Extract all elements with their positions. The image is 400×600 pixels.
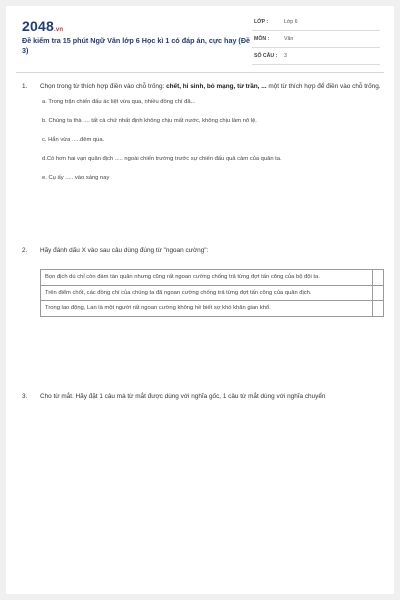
- question-text-pre: Chọn trong từ thích hợp điền vào chỗ trống:: [40, 83, 167, 90]
- table-row: [41, 270, 384, 286]
- option-d: d.Có hơn hai vạn quân địch ..... ngoài chiến trường trước sự chiến đấu quả cảm của quân ta.: [42, 155, 282, 162]
- logo-tld: .vn: [53, 27, 64, 33]
- question-2: [22, 246, 382, 256]
- logo-text: 2048: [22, 18, 54, 34]
- meta-row-class: [252, 16, 380, 31]
- table-row: [41, 301, 384, 317]
- question-number: 1.: [22, 83, 28, 90]
- question-text-bold: chết, hi sinh, bỏ mạng, từ trần, ...: [166, 83, 267, 90]
- statement-text: Trong lao động, Lan là một người rất ngoan cường không hề biết sợ khó khăn gian khổ.: [41, 301, 373, 317]
- option-a: a. Trong trận chiến đấu ác liệt vừa qua, nhiều đồng chí đã...: [42, 98, 196, 105]
- site-logo[interactable]: [22, 18, 63, 34]
- header-divider: [16, 72, 384, 73]
- answer-checkbox[interactable]: [373, 301, 384, 317]
- question-number: 3.: [22, 393, 28, 400]
- exam-page: [6, 6, 394, 594]
- question-text: [40, 82, 382, 92]
- answer-checkbox[interactable]: [373, 285, 384, 301]
- exam-title: Đề kiểm tra 15 phút Ngữ Văn lớp 6 Học kì 1 có đáp án, cực hay (Đề 3): [22, 36, 251, 55]
- meta-row-count: [252, 50, 380, 65]
- option-b: b. Chúng ta thà .... tất cả chứ nhất định không chịu mất nước, không chịu làm nô lệ.: [42, 117, 257, 124]
- question-3: [22, 392, 382, 402]
- meta-value: 3: [284, 53, 287, 59]
- exam-header: [6, 6, 394, 76]
- answer-checkbox[interactable]: [373, 270, 384, 286]
- question-text: Cho từ mắt. Hãy đặt 1 câu mà từ mắt được dùng với nghĩa gốc, 1 câu từ mắt dùng với nghĩa chuyển: [40, 393, 326, 400]
- meta-value: Văn: [284, 36, 294, 42]
- statement-text: Bọn địch dù chỉ còn đám tàn quân nhưng cũng rất ngoan cường chống trả từng đợt tấn công của bộ đội ta.: [41, 270, 373, 286]
- meta-label: SỐ CÂU :: [254, 53, 278, 59]
- question-1: [22, 82, 382, 193]
- option-list: [42, 98, 382, 183]
- statement-table: [40, 269, 384, 317]
- option-c: c. Hắn vừa .....đêm qua.: [42, 136, 105, 143]
- statement-text: Trên điểm chốt, các đồng chí của chúng ta đã ngoan cường chống trả từng đợt tấn công của quân địch.: [41, 285, 373, 301]
- option-e: e. Cụ ấy ..... vào sáng nay: [42, 174, 110, 181]
- question-number: 2.: [22, 247, 28, 254]
- meta-label: LỚP :: [254, 19, 269, 25]
- exam-meta: [252, 16, 380, 67]
- table-row: [41, 285, 384, 301]
- meta-value: Lớp 6: [284, 19, 298, 25]
- meta-row-subject: [252, 33, 380, 48]
- meta-label: MÔN :: [254, 36, 270, 42]
- question-text-post: một từ thích hợp để điền vào chỗ trống.: [266, 83, 381, 90]
- question-text: Hãy đánh dấu X vào sau câu dùng đúng từ "ngoan cường":: [40, 247, 209, 254]
